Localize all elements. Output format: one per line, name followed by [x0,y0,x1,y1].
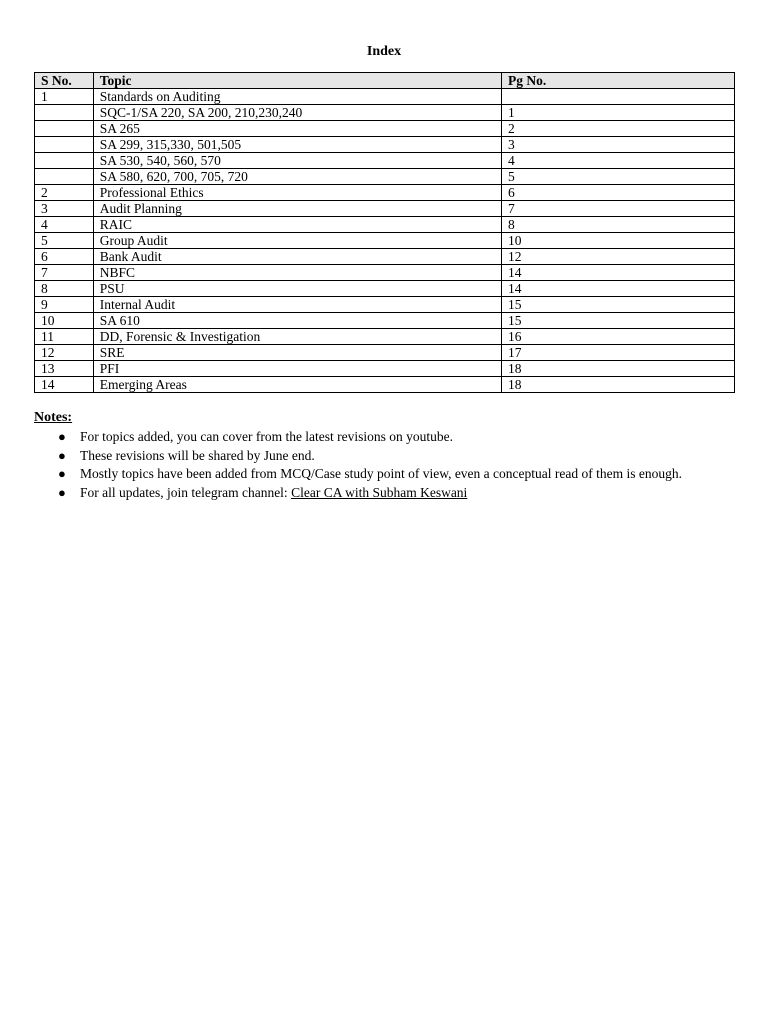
page-title: Index [366,44,402,59]
telegram-channel-link[interactable]: Clear CA with Subham Keswani [291,485,468,501]
telegram-note-prefix: For all updates, join telegram channel: [80,485,292,501]
cell-page: 7 [501,201,734,217]
header-topic: Topic [93,73,501,89]
cell-sno: 9 [35,297,94,313]
cell-sno: 6 [35,249,94,265]
cell-page: 18 [501,361,734,377]
cell-topic: DD, Forensic & Investigation [93,329,501,345]
cell-page: 17 [501,345,734,361]
table-row [35,265,735,281]
cell-page: 2 [501,121,734,137]
table-row [35,217,735,233]
list-item [34,465,734,484]
table-row [35,249,735,265]
cell-topic: Standards on Auditing [93,89,501,105]
table-row [35,345,735,361]
cell-sno: 5 [35,233,94,249]
cell-topic: Group Audit [93,233,501,249]
table-row [35,137,735,153]
cell-topic: Professional Ethics [93,185,501,201]
cell-page: 12 [501,249,734,265]
table-row [35,169,735,185]
header-sno: S No. [35,73,94,89]
table-row [35,361,735,377]
cell-page: 5 [501,169,734,185]
cell-page: 8 [501,217,734,233]
table-row [35,201,735,217]
cell-topic: Internal Audit [93,297,501,313]
cell-topic: SA 530, 540, 560, 570 [93,153,501,169]
cell-page: 15 [501,297,734,313]
cell-topic: Bank Audit [93,249,501,265]
cell-topic: PSU [93,281,501,297]
cell-page: 4 [501,153,734,169]
bullet-icon: ● [58,447,66,463]
bullet-icon: ● [58,429,66,444]
cell-page: 10 [501,233,734,249]
cell-topic: SA 265 [93,121,501,137]
cell-sno: 1 [35,89,94,105]
cell-page: 1 [501,105,734,121]
table-row [35,121,735,137]
cell-topic: Audit Planning [93,201,501,217]
cell-sno: 3 [35,201,94,217]
cell-page: 3 [501,137,734,153]
list-item [34,428,734,447]
cell-page: 6 [501,185,734,201]
cell-sno: 10 [35,313,94,329]
cell-topic: PFI [93,361,501,377]
cell-sno: 4 [35,217,94,233]
cell-page: 15 [501,313,734,329]
cell-sno: 2 [35,185,94,201]
cell-page: 14 [501,281,734,297]
cell-page: 16 [501,329,734,345]
notes-list [34,428,734,503]
cell-sno: 11 [35,329,94,345]
cell-sno [35,105,94,121]
cell-topic: SQC-1/SA 220, SA 200, 210,230,240 [93,105,501,121]
list-item [34,447,734,466]
cell-topic: SA 610 [93,313,501,329]
table-row [35,281,735,297]
table-row [35,297,735,313]
cell-page: 18 [501,377,734,393]
cell-page [501,89,734,105]
table-row [35,153,735,169]
notes-heading: Notes: [34,410,73,425]
note-text: For topics added, you can cover from the latest revisions on youtube. [80,429,454,444]
note-text: Mostly topics have been added from MCQ/Case study point of view, even a conceptual read of them is enough. [80,466,682,482]
header-page: Pg No. [501,73,734,89]
cell-topic: SA 299, 315,330, 501,505 [93,137,501,153]
cell-sno: 7 [35,265,94,281]
note-text: These revisions will be shared by June end. [80,447,315,463]
table-row [35,329,735,345]
cell-topic: RAIC [93,217,501,233]
table-row [35,185,735,201]
cell-topic: SRE [93,345,501,361]
list-item [34,484,734,503]
index-table [34,72,735,393]
cell-sno: 12 [35,345,94,361]
bullet-icon: ● [58,485,66,501]
table-row [35,233,735,249]
bullet-icon: ● [58,466,66,482]
cell-topic: SA 580, 620, 700, 705, 720 [93,169,501,185]
table-row [35,377,735,393]
cell-topic: NBFC [93,265,501,281]
table-row [35,313,735,329]
table-header-row [35,73,735,89]
cell-sno [35,153,94,169]
table-row [35,105,735,121]
cell-sno: 8 [35,281,94,297]
cell-topic: Emerging Areas [93,377,501,393]
cell-page: 14 [501,265,734,281]
cell-sno [35,121,94,137]
table-body [35,89,735,393]
cell-sno: 13 [35,361,94,377]
table-row [35,89,735,105]
cell-sno: 14 [35,377,94,393]
cell-sno [35,137,94,153]
cell-sno [35,169,94,185]
